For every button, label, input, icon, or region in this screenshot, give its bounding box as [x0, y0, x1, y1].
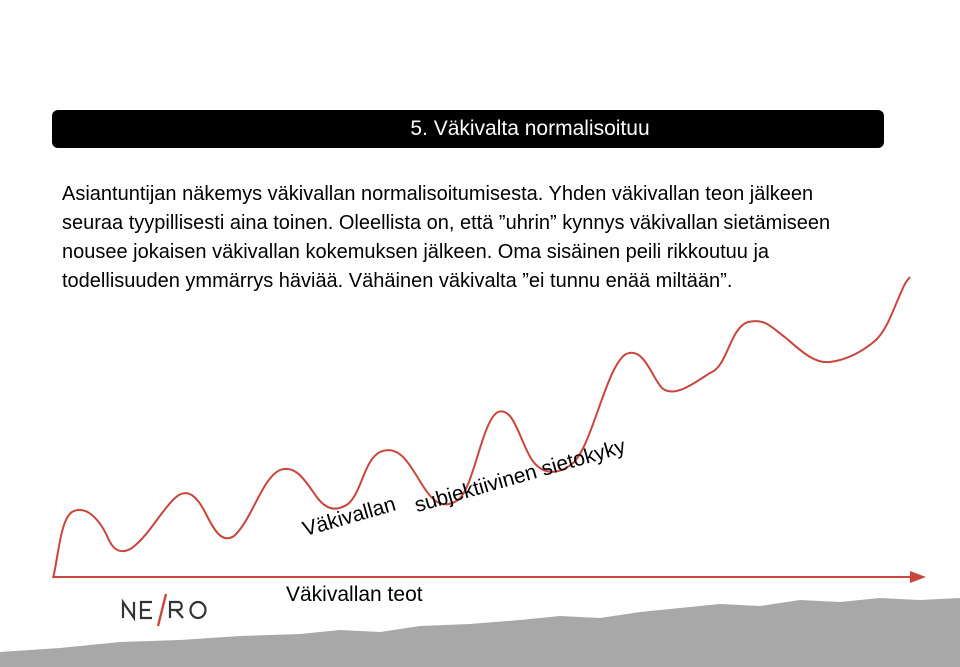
slide-title: 5. Väkivalta normalisoituu	[410, 117, 650, 140]
body-line-1: Asiantuntijan näkemys väkivallan normalisoitumisesta. Yhden väkivallan teon jälkeen	[62, 183, 814, 205]
body-line-2: seuraa tyypillisesti aina toinen. Oleellista on, että ”uhrin” kynnys väkivallan sietämiseen	[62, 212, 831, 234]
curve-label-part2: subjektiivinen sietokyky	[412, 434, 629, 518]
nero-logo	[120, 590, 210, 630]
x-axis-arrowhead	[910, 571, 926, 583]
body-line-3: nousee jokaisen väkivallan kokemuksen jälkeen. Oma sisäinen peili rikkoutuu ja	[62, 241, 770, 263]
tolerance-curve	[53, 277, 910, 578]
body-line-4: todellisuuden ymmärrys häviää. Vähäinen väkivalta ”ei tunnu enää miltään”.	[62, 270, 733, 292]
curve-label-part1: Väkivallan	[300, 492, 399, 542]
x-axis-label: Väkivallan teot	[286, 583, 423, 606]
